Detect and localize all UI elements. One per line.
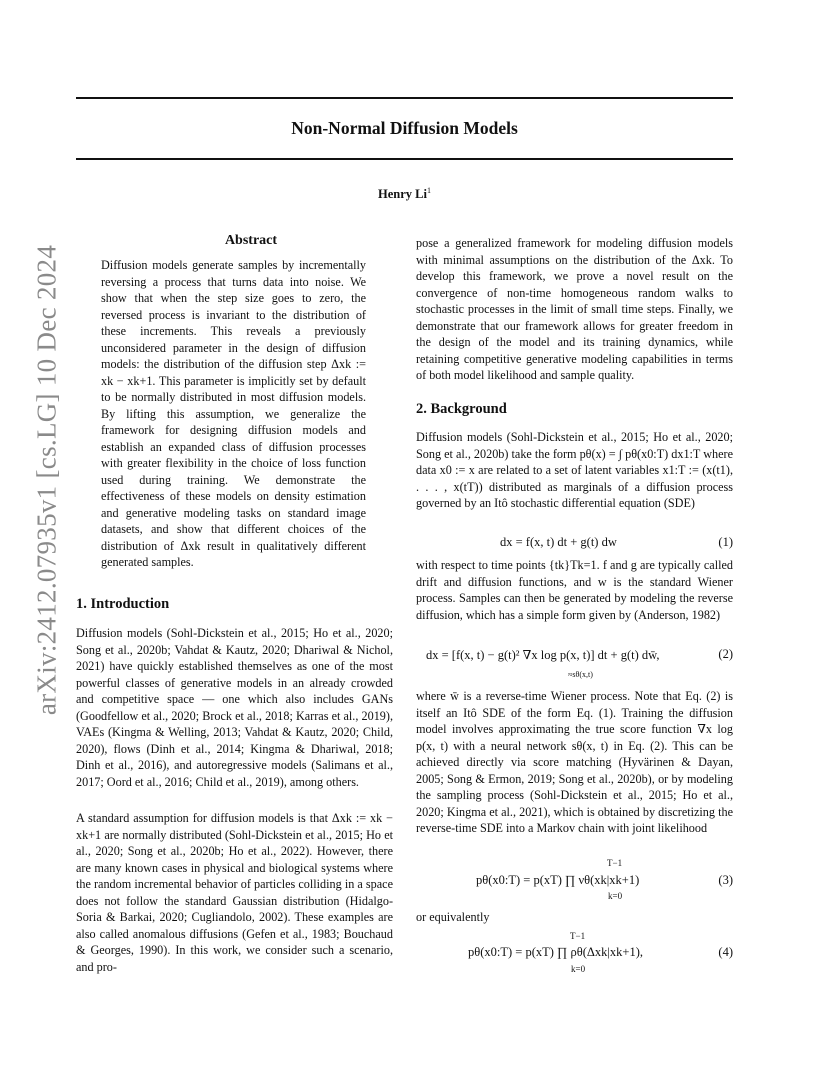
or-equivalently: or equivalently (416, 910, 490, 924)
title-rule (76, 158, 733, 160)
abstract-body (101, 257, 366, 571)
author-line (76, 186, 733, 202)
equation-4-product-lower: k=0 (571, 964, 586, 974)
background-heading: 2. Background (416, 401, 507, 417)
equation-4: pθ(x0:T) = p(xT) ∏ ρθ(Δxk|xk+1), (468, 945, 643, 959)
paper-title: Non-Normal Diffusion Models (291, 118, 518, 138)
background-text-2: with respect to time points {tk}Tk=1. f and g are typically called drift and diffusion functions, and w is the standard Wiener process. Samples can then be generated by modeling the reverse diffusion, which has a simple form given by (Anderson, 1982) (416, 558, 733, 622)
equation-2-number: (2) (718, 647, 733, 661)
equation-1-number: (1) (718, 535, 733, 549)
arxiv-stamp: arXiv:2412.07935v1 [cs.LG] 10 Dec 2024 (31, 244, 62, 716)
introduction-heading: 1. Introduction (76, 596, 170, 612)
background-paragraph-1 (416, 429, 733, 512)
abstract-text: Diffusion models generate samples by incrementally reversing a process that turns data into noise. We show that when the step size goes to zero, the reversed process is invariant to the distribution of these increments. This reveals a previously unconsidered parameter in the design of diffusion models: the distribution of the diffusion step Δxk := xk − xk+1. This parameter is implicitly set by default to be normally distributed in most diffusion models. By lifting this assumption, we generalize the framework for designing diffusion models and establish an expanded class of diffusion processes with greater flexibility in the choice of loss function used during training. We demonstrate the effectiveness of these models on density estimation and generative modeling tasks on standard image datasets, and show that different choices of the distribution of Δxk result in qualitatively different generated samples. (101, 258, 366, 569)
intro-text-1: Diffusion models (Sohl-Dickstein et al., 2015; Ho et al., 2020; Song et al., 2020b; Vahdat & Kautz, 2020; Dhariwal & Nichol, 2021) have quickly established themselves as one of the most powerful classes of generative models in an already crowded and competitive space — one which also includes GANs (Goodfellow et al., 2020; Brock et al., 2018; Karras et al., 2019), VAEs (Kingma & Welling, 2013; Vahdat & Kautz, 2020; Child, 2020), flows (Dinh et al., 2014; Kingma & Dhariwal, 2018; Dinh et al., 2016), and autoregressive models (Salimans et al., 2017; Oord et al., 2016; Child et al., 2019), among others. (76, 626, 393, 789)
equation-4-product-upper: T−1 (570, 931, 586, 941)
equation-1: dx = f(x, t) dt + g(t) dw (500, 535, 617, 549)
background-paragraph-3 (416, 688, 733, 837)
abstract-heading: Abstract (224, 233, 278, 248)
background-text-1: Diffusion models (Sohl-Dickstein et al., 2015; Ho et al., 2020; Song et al., 2020b) take the form pθ(x) = ∫ pθ(x0:T) dx1:T where data x0 := x are related to a set of latent variables x1:T := (x(t1), . . . , x(tT)) distributed as marginals of a diffusion process governed by an Itô stochastic differential equation (SDE) (416, 430, 733, 510)
right-paragraph-0 (416, 235, 733, 384)
author-name: Henry Li (378, 187, 427, 202)
intro-paragraph-2 (76, 810, 393, 975)
equation-4-number: (4) (718, 945, 733, 959)
top-rule (76, 97, 733, 99)
equation-3-product-lower: k=0 (608, 891, 623, 901)
equation-2-underbrace-label: ≈sθ(x,t) (568, 670, 593, 679)
equation-3-number: (3) (718, 873, 733, 887)
intro-text-2: A standard assumption for diffusion models is that Δxk := xk − xk+1 are normally distributed (Sohl-Dickstein et al., 2015; Ho et al., 2020; Song et al., 2020b; Ho et al., 2022). However, there are many known cases in physical and biological systems where the random incremental behavior of particles colliding in a space does not follow the standard Gaussian distribution (Hidalgo-Soria & Barkai, 2020; Cugliandolo, 2002). These examples are also called anomalous diffusions (Gefen et al., 1983; Bouchaud & Georges, 1990). In this work, we consider such a scenario, and pro- (76, 811, 393, 974)
intro-paragraph-1 (76, 625, 393, 790)
equation-2: dx = [f(x, t) − g(t)² ∇x log p(x, t)] dt + g(t) dw̄, (426, 648, 660, 662)
background-text-3: where w̄ is a reverse-time Wiener process. Note that Eq. (2) is itself an Itô SDE of the form Eq. (1). Training the diffusion model involves approximating the true score function ∇x log p(x, t) with a neural network sθ(x, t) in Eq. (2). This can be achieved directly via score matching (Hyvärinen & Dayan, 2005; Song & Ermon, 2019; Song et al., 2020b), or by modeling the sampling process (Sohl-Dickstein et al., 2015; Ho et al., 2020; Kingma et al., 2021), which is obtained by discretizing the reverse-time SDE into a Markov chain with joint likelihood (416, 689, 733, 835)
background-paragraph-2 (416, 557, 733, 623)
author-affiliation-mark: 1 (426, 186, 431, 195)
right-text-0: pose a generalized framework for modeling diffusion models with minimal assumptions on the distribution of the Δxk. To develop this framework, we prove a novel result on the convergence of non-time homogeneous random walks to stochastic processes in the limit of small time steps. Finally, we demonstrate that our framework allows for greater freedom in the design of the model and its training dynamics, while retaining competitive generative modeling capabilities in terms of both model likelihood and sample quality. (416, 236, 733, 382)
equation-3-product-upper: T−1 (607, 858, 623, 868)
equation-3: pθ(x0:T) = p(xT) ∏ νθ(xk|xk+1) (476, 873, 640, 887)
